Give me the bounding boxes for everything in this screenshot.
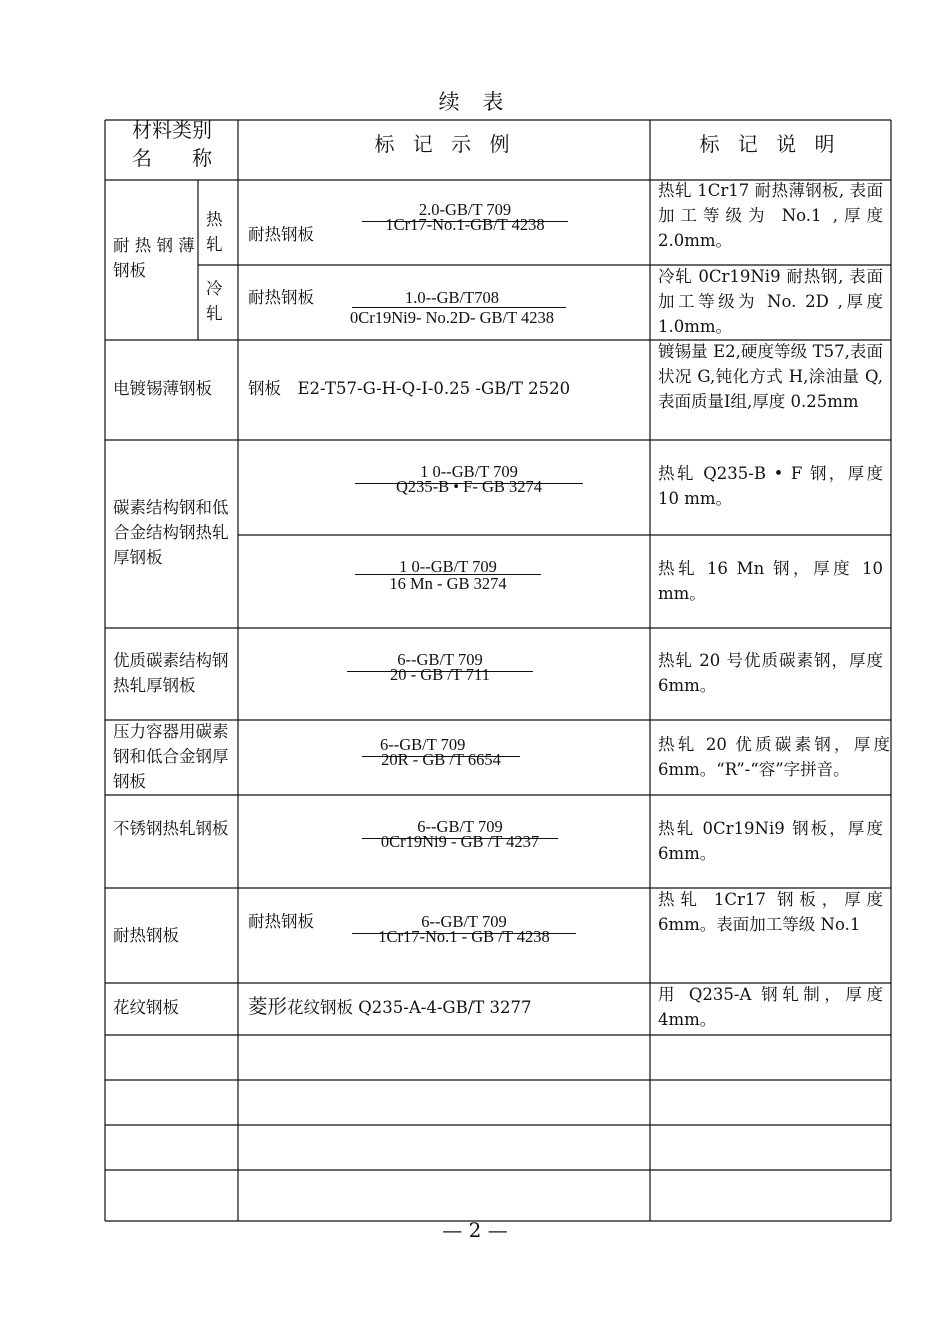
r4-ex-denominator: 20 - GB /T 711	[390, 665, 490, 684]
r1-ex1-fraction	[362, 199, 568, 236]
r5-ex-numerator: 6--GB/T 709	[380, 735, 466, 754]
r3-category: 碳素结构钢和低合金结构钢热轧厚钢板	[113, 498, 229, 567]
r6-category: 不锈钢热轧钢板	[113, 819, 229, 838]
page-title: 续 表	[438, 90, 512, 114]
header-category-line1: 材料类别	[132, 118, 212, 142]
r8-example-rest: 花纹钢板 Q235-A-4-GB/T 3277	[287, 998, 532, 1017]
r1-sub-hot: 热轧	[206, 210, 223, 254]
r1-ex2-fraction	[330, 287, 574, 329]
r2-category: 电镀锡薄钢板	[113, 379, 212, 398]
r5-desc: 热轧 20 优质碳素钢，厚度 6mm。“R”-“容”字拼音。	[658, 735, 890, 779]
r7-ex-prefix: 耐热钢板	[248, 912, 314, 931]
r7-ex-fraction	[352, 911, 576, 948]
r3-desc2: 热轧 16 Mn 钢，厚度 10 mm。	[658, 559, 883, 603]
r6-ex-denominator: 0Cr19Ni9 - GB /T 4237	[380, 832, 540, 851]
r1-ex2-numerator: 1.0--GB/T708	[405, 288, 499, 307]
r5-ex-denominator: 20R - GB /T 6654	[381, 750, 501, 769]
r3-ex1-fraction	[355, 461, 583, 498]
r1-ex1-denominator: 1Cr17-No.1-GB/T 4238	[385, 215, 545, 234]
r2-desc: 镀锡量 E2,硬度等级 T57,表面状况 G,钝化方式 H,涂油量 Q,表面质量Ⅰ组,厚度 0.25mm	[658, 342, 883, 411]
r7-category: 耐热钢板	[113, 926, 179, 945]
r1-desc1: 热轧 1Cr17 耐热薄钢板, 表面加工等级为 No.1 ,厚度 2.0mm。	[658, 181, 883, 250]
r1-ex2-prefix: 耐热钢板	[248, 288, 314, 307]
r1-ex2-denominator: 0Cr19Ni9- No.2D- GB/T 4238	[349, 308, 555, 327]
r7-ex-numerator: 6--GB/T 709	[421, 912, 507, 931]
r1-sub-cold: 冷轧	[206, 279, 223, 323]
page-number: — 2 —	[442, 1218, 508, 1242]
r1-ex1-prefix: 耐热钢板	[248, 225, 314, 244]
r7-desc: 热轧 1Cr17 钢板，厚度 6mm。表面加工等级 No.1	[658, 890, 883, 934]
r3-ex1-numerator: 1 0--GB/T 709	[420, 462, 518, 481]
r5-category: 压力容器用碳素钢和低合金钢厚钢板	[113, 722, 229, 791]
r3-ex1-denominator: Q235-B • F- GB 3274	[395, 477, 543, 496]
r3-ex2-numerator: 1 0--GB/T 709	[399, 557, 497, 576]
r1-ex1-numerator: 2.0-GB/T 709	[418, 200, 512, 219]
r6-ex-numerator: 6--GB/T 709	[417, 817, 503, 836]
header-category-line2: 名 称	[132, 146, 212, 170]
r6-ex-fraction	[362, 816, 558, 853]
r4-desc: 热轧 20 号优质碳素钢，厚度 6mm。	[658, 651, 883, 695]
r4-category: 优质碳素结构钢热轧厚钢板	[113, 651, 229, 695]
r1-category: 耐 热 钢 薄钢板	[113, 236, 195, 280]
r6-desc: 热轧 0Cr19Ni9 钢板，厚度 6mm。	[658, 819, 883, 863]
r4-ex-fraction	[347, 649, 533, 686]
r2-example: 钢板 E2-T57-G-H-Q-Ⅰ-0.25 -GB/T 2520	[248, 379, 571, 398]
r3-ex2-denominator: 16 Mn - GB 3274	[389, 574, 507, 593]
r3-ex2-fraction	[355, 556, 541, 595]
r7-ex-denominator: 1Cr17-No.1 - GB /T 4238	[378, 927, 550, 946]
r4-ex-numerator: 6--GB/T 709	[397, 650, 483, 669]
header-example: 标 记 示 例	[374, 132, 516, 156]
r8-example-big: 菱形	[248, 995, 288, 1018]
r8-category: 花纹钢板	[113, 998, 179, 1017]
r8-example	[248, 994, 532, 1020]
r3-desc1: 热轧 Q235-B • F 钢，厚度 10 mm。	[658, 464, 883, 508]
header-description: 标 记 说 明	[699, 132, 841, 156]
r5-ex-fraction	[362, 734, 520, 771]
r1-desc2: 冷轧 0Cr19Ni9 耐热钢, 表面加工等级为 No. 2D ,厚度 1.0mm。	[658, 267, 883, 336]
r8-desc: 用 Q235-A 钢轧制，厚度 4mm。	[658, 985, 883, 1029]
